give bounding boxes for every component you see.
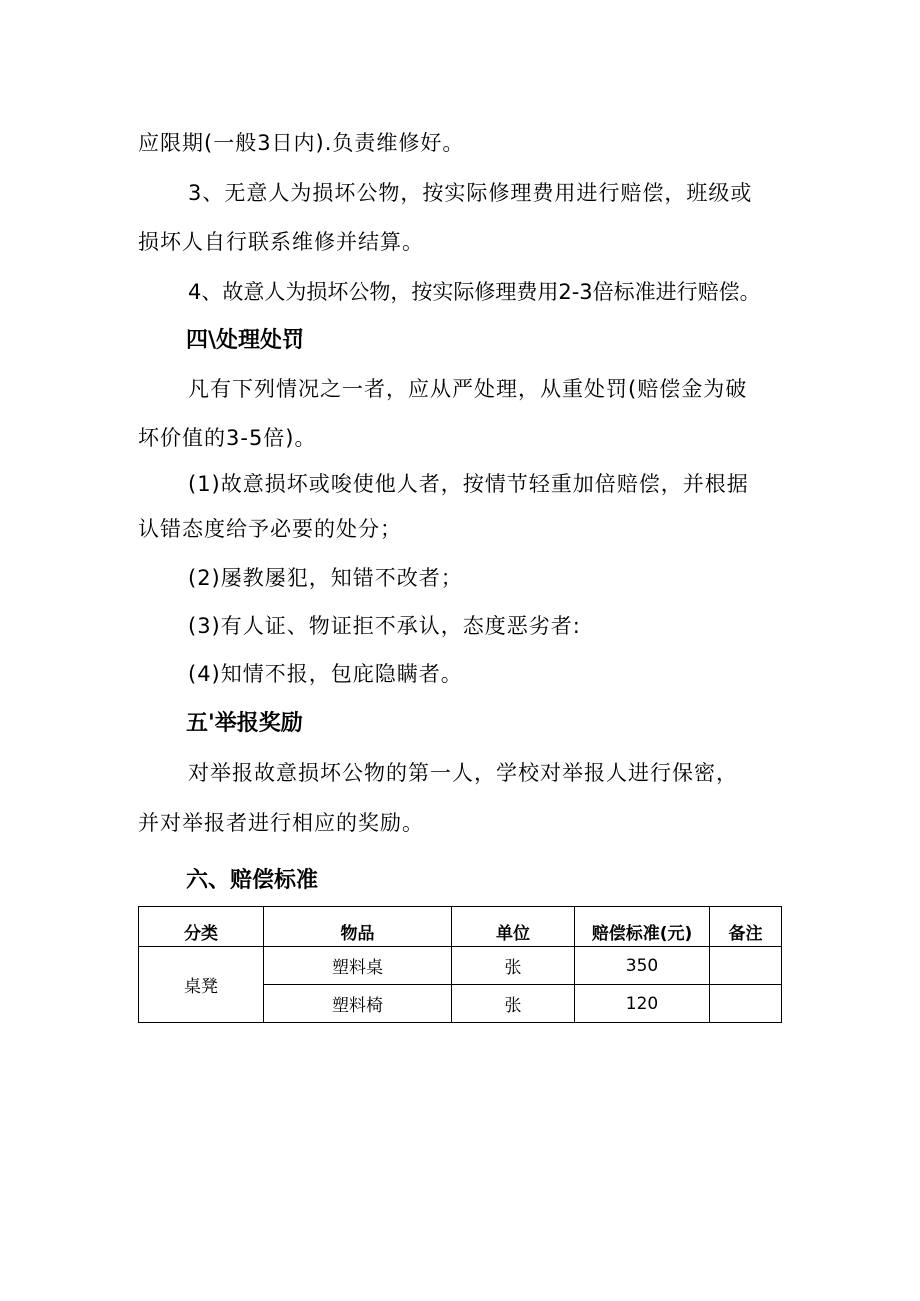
section-heading-5: 五'举报奖励	[186, 711, 303, 736]
header-unit: 单位	[452, 907, 575, 947]
amount-cell: 350	[575, 947, 710, 985]
paragraph-5: 凡有下列情况之一者，应从严处理，从重处罚(赔偿金为破	[188, 377, 748, 401]
paragraph-6: 坏价值的3-5倍)。	[138, 426, 317, 450]
paragraph-3: 损坏人自行联系维修并结算。	[138, 230, 424, 254]
paragraph-7: (1)故意损坏或唆使他人者，按情节轻重加倍赔偿，并根据	[188, 472, 749, 496]
unit-cell: 张	[452, 947, 575, 985]
note-cell	[710, 947, 782, 985]
paragraph-2: 3、无意人为损坏公物，按实际修理费用进行赔偿，班级或	[188, 181, 753, 205]
paragraph-9: (2)屡教屡犯，知错不改者；	[188, 566, 463, 590]
paragraph-1: 应限期(一般3日内).负责维修好。	[138, 131, 465, 155]
paragraph-13: 并对举报者进行相应的奖励。	[138, 811, 424, 835]
header-category: 分类	[139, 907, 264, 947]
note-cell	[710, 985, 782, 1023]
paragraph-10: (3)有人证、物证拒不承认，态度恶劣者:	[188, 614, 581, 638]
table-header-row	[139, 907, 782, 947]
table-row	[139, 947, 782, 985]
section-heading-6: 六、赔偿标准	[186, 868, 319, 893]
header-note: 备注	[710, 907, 782, 947]
unit-cell: 张	[452, 985, 575, 1023]
item-cell: 塑料桌	[264, 947, 452, 985]
compensation-table	[138, 906, 782, 1023]
header-item: 物品	[264, 907, 452, 947]
item-cell: 塑料椅	[264, 985, 452, 1023]
section-heading-4: 四\处理处罚	[186, 328, 305, 353]
amount-cell: 120	[575, 985, 710, 1023]
paragraph-11: (4)知情不报，包庇隐瞒者。	[188, 662, 463, 686]
paragraph-8: 认错态度给予必要的处分；	[138, 517, 402, 541]
paragraph-12: 对举报故意损坏公物的第一人，学校对举报人进行保密，	[188, 761, 738, 785]
header-amount: 赔偿标准(元)	[575, 907, 710, 947]
category-cell: 桌凳	[139, 947, 264, 1023]
paragraph-4: 4、故意人为损坏公物，按实际修理费用2-3倍标准进行赔偿。	[188, 280, 761, 304]
